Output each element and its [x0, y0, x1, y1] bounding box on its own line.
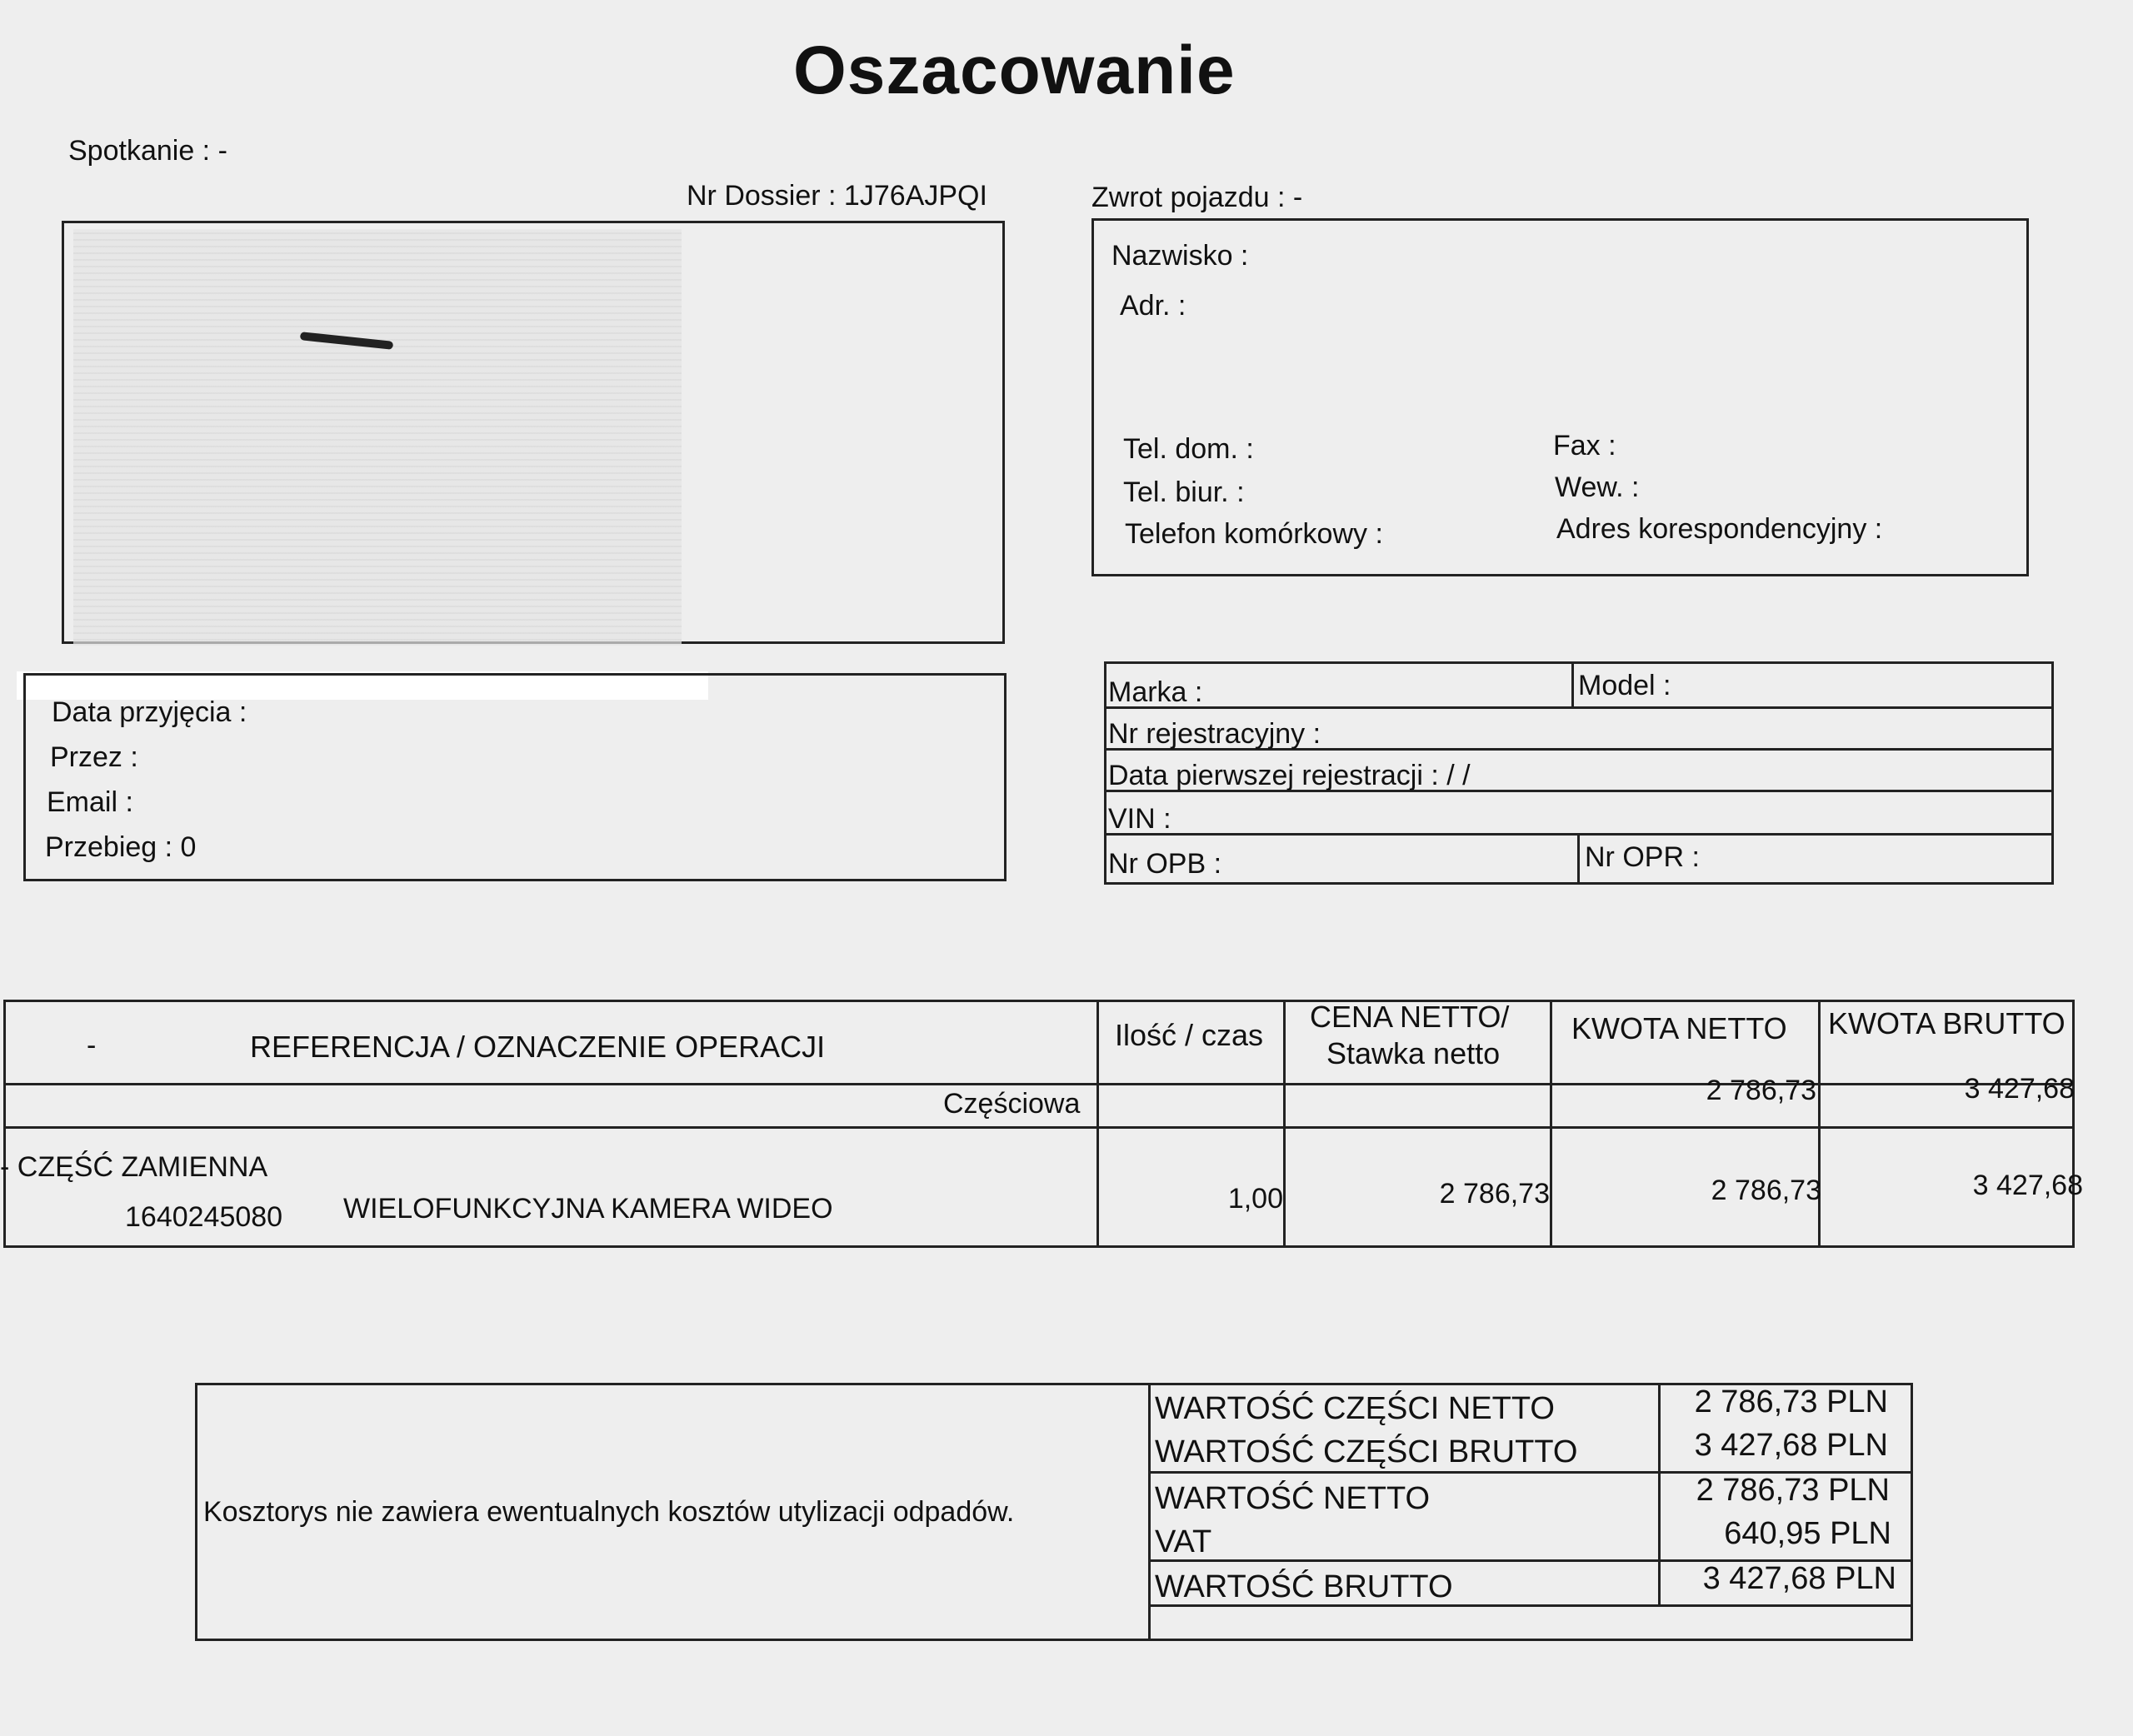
summary-col-divider — [1148, 1383, 1151, 1641]
parts-gross-value: 3 427,68 PLN — [1694, 1428, 1888, 1463]
mobile-phone-label: Telefon komórkowy : — [1125, 518, 1383, 550]
item-description: WIELOFUNKCYJNA KAMERA WIDEO — [343, 1193, 833, 1225]
subtotal-label: Częściowa — [943, 1088, 1081, 1120]
header-reference: REFERENCJA / OZNACZENIE OPERACJI — [250, 1030, 826, 1064]
parts-net-value: 2 786,73 PLN — [1694, 1384, 1888, 1419]
parts-gross-label: WARTOŚĆ CZĘŚCI BRUTTO — [1155, 1434, 1578, 1469]
home-phone-label: Tel. dom. : — [1123, 433, 1254, 465]
registration-number-label: Nr rejestracyjny : — [1108, 718, 1321, 750]
table-col-divider — [1096, 1000, 1099, 1248]
extension-label: Wew. : — [1555, 471, 1640, 503]
subtotal-net: 2 786,73 — [1706, 1075, 1816, 1106]
item-net-amount: 2 786,73 — [1711, 1175, 1821, 1206]
net-total-value: 2 786,73 PLN — [1696, 1473, 1890, 1508]
make-label: Marka : — [1108, 676, 1203, 708]
correspondence-address-label: Adres korespondencyjny : — [1556, 513, 1883, 545]
vat-value: 640,95 PLN — [1724, 1516, 1891, 1551]
item-unit-price: 2 786,73 — [1439, 1178, 1550, 1210]
header-unit-price-line1: CENA NETTO/ — [1310, 1000, 1510, 1034]
item-gross-amount: 3 427,68 — [1972, 1170, 2083, 1201]
header-net-amount: KWOTA NETTO — [1571, 1011, 1787, 1045]
gross-total-value: 3 427,68 PLN — [1702, 1561, 1896, 1596]
vehicle-col-divider — [1571, 661, 1574, 706]
opb-label: Nr OPB : — [1108, 848, 1222, 880]
mileage-label: Przebieg : 0 — [45, 831, 197, 863]
document-title: Oszacowanie — [793, 32, 1236, 108]
email-label: Email : — [47, 786, 133, 818]
item-quantity: 1,00 — [1227, 1183, 1283, 1215]
table-col-divider — [1283, 1000, 1286, 1248]
table-col-divider — [1550, 1000, 1552, 1248]
client-name-label: Nazwisko : — [1111, 240, 1249, 272]
table-subtotal-divider — [3, 1126, 2075, 1129]
waste-disposal-note: Kosztorys nie zawiera ewentualnych kosztów utylizacji odpadów. — [203, 1496, 1015, 1528]
opr-label: Nr OPR : — [1585, 841, 1700, 873]
header-unit-price-line2: Stawka netto — [1326, 1036, 1501, 1070]
summary-col-divider — [1658, 1383, 1661, 1604]
received-by-label: Przez : — [50, 741, 138, 773]
item-reference: 1640245080 — [125, 1201, 283, 1233]
header-quantity: Ilość / czas — [1115, 1018, 1264, 1052]
fax-label: Fax : — [1553, 430, 1616, 461]
header-gross-amount: KWOTA BRUTTO — [1828, 1006, 2066, 1040]
gross-total-label: WARTOŚĆ BRUTTO — [1155, 1569, 1453, 1604]
vehicle-return-field: Zwrot pojazdu : - — [1091, 182, 1303, 213]
net-total-label: WARTOŚĆ NETTO — [1155, 1481, 1431, 1516]
parts-net-label: WARTOŚĆ CZĘŚCI NETTO — [1155, 1391, 1555, 1426]
model-label: Model : — [1578, 670, 1671, 701]
section-label: - CZĘŚĆ ZAMIENNA — [0, 1151, 268, 1183]
office-phone-label: Tel. biur. : — [1123, 476, 1245, 508]
redacted-area — [73, 229, 682, 646]
reception-date-label: Data przyjęcia : — [52, 696, 247, 728]
dossier-number: Nr Dossier : 1J76AJPQI — [687, 180, 987, 212]
vat-label: VAT — [1155, 1524, 1212, 1559]
table-col-divider — [1818, 1000, 1821, 1248]
first-registration-label: Data pierwszej rejestracji : / / — [1108, 760, 1471, 791]
vehicle-row-divider — [1104, 706, 2054, 709]
client-address-label: Adr. : — [1120, 290, 1186, 322]
subtotal-gross: 3 427,68 — [1964, 1073, 2075, 1105]
vehicle-col-divider — [1577, 833, 1580, 885]
appointment-field: Spotkanie : - — [68, 135, 227, 167]
vin-label: VIN : — [1108, 803, 1171, 835]
table-dash: - — [87, 1030, 97, 1061]
